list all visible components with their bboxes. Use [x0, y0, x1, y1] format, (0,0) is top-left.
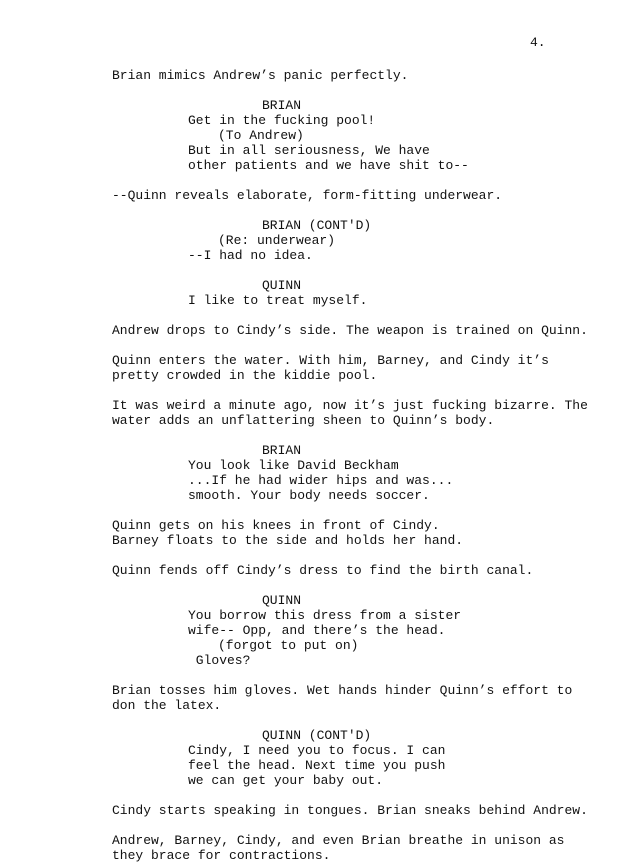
dialogue-line: Get in the fucking pool!	[188, 113, 376, 128]
blank-line	[0, 503, 638, 518]
dialogue-line: wife-- Opp, and there’s the head.	[188, 623, 446, 638]
character-cue: QUINN	[262, 278, 302, 293]
character-cue: BRIAN	[262, 98, 302, 113]
dialogue-line: other patients and we have shit to--	[188, 158, 469, 173]
blank-line	[0, 713, 638, 728]
dialogue-line: we can get your baby out.	[188, 773, 384, 788]
blank-line	[0, 263, 638, 278]
blank-line	[0, 383, 638, 398]
action-line: Andrew, Barney, Cindy, and even Brian breathe in unison as	[112, 833, 565, 848]
character-cue: BRIAN	[262, 443, 302, 458]
action-line: Brian tosses him gloves. Wet hands hinder Quinn’s effort to	[112, 683, 573, 698]
action-line: Quinn enters the water. With him, Barney, and Cindy it’s	[112, 353, 549, 368]
dialogue-line: --I had no idea.	[188, 248, 313, 263]
character-cue: QUINN	[262, 593, 302, 608]
action-line: It was weird a minute ago, now it’s just fucking bizarre. The	[112, 398, 588, 413]
action-line: Quinn fends off Cindy’s dress to find the birth canal.	[112, 563, 534, 578]
page-number: 4.	[530, 35, 546, 50]
parenthetical: (To Andrew)	[218, 128, 304, 143]
action-line: Andrew drops to Cindy’s side. The weapon is trained on Quinn.	[112, 323, 588, 338]
dialogue-line: I like to treat myself.	[188, 293, 368, 308]
action-line: they brace for contractions.	[112, 848, 331, 863]
blank-line	[0, 548, 638, 563]
action-line: --Quinn reveals elaborate, form-fitting underwear.	[112, 188, 503, 203]
action-line: Cindy starts speaking in tongues. Brian sneaks behind Andrew.	[112, 803, 588, 818]
dialogue-line: smooth. Your body needs soccer.	[188, 488, 430, 503]
blank-line	[0, 428, 638, 443]
dialogue-line: You borrow this dress from a sister	[188, 608, 462, 623]
action-line: Barney floats to the side and holds her hand.	[112, 533, 464, 548]
blank-line	[0, 173, 638, 188]
blank-line	[0, 788, 638, 803]
blank-line	[0, 83, 638, 98]
dialogue-line: ...If he had wider hips and was...	[188, 473, 454, 488]
blank-line	[0, 203, 638, 218]
blank-line	[0, 668, 638, 683]
character-cue: QUINN (CONT'D)	[262, 728, 372, 743]
blank-line	[0, 578, 638, 593]
dialogue-line: You look like David Beckham	[188, 458, 399, 473]
character-cue: BRIAN (CONT'D)	[262, 218, 372, 233]
action-line: pretty crowded in the kiddie pool.	[112, 368, 378, 383]
dialogue-line: Cindy, I need you to focus. I can	[188, 743, 446, 758]
action-line: don the latex.	[112, 698, 222, 713]
action-line: Quinn gets on his knees in front of Cindy.	[112, 518, 440, 533]
parenthetical: (forgot to put on)	[218, 638, 359, 653]
dialogue-line: Gloves?	[188, 653, 251, 668]
parenthetical: (Re: underwear)	[218, 233, 336, 248]
screenplay-body	[0, 68, 638, 863]
blank-line	[0, 338, 638, 353]
blank-line	[0, 308, 638, 323]
dialogue-line: But in all seriousness, We have	[188, 143, 430, 158]
action-line: Brian mimics Andrew’s panic perfectly.	[112, 68, 409, 83]
dialogue-line: feel the head. Next time you push	[188, 758, 446, 773]
action-line: water adds an unflattering sheen to Quinn’s body.	[112, 413, 495, 428]
